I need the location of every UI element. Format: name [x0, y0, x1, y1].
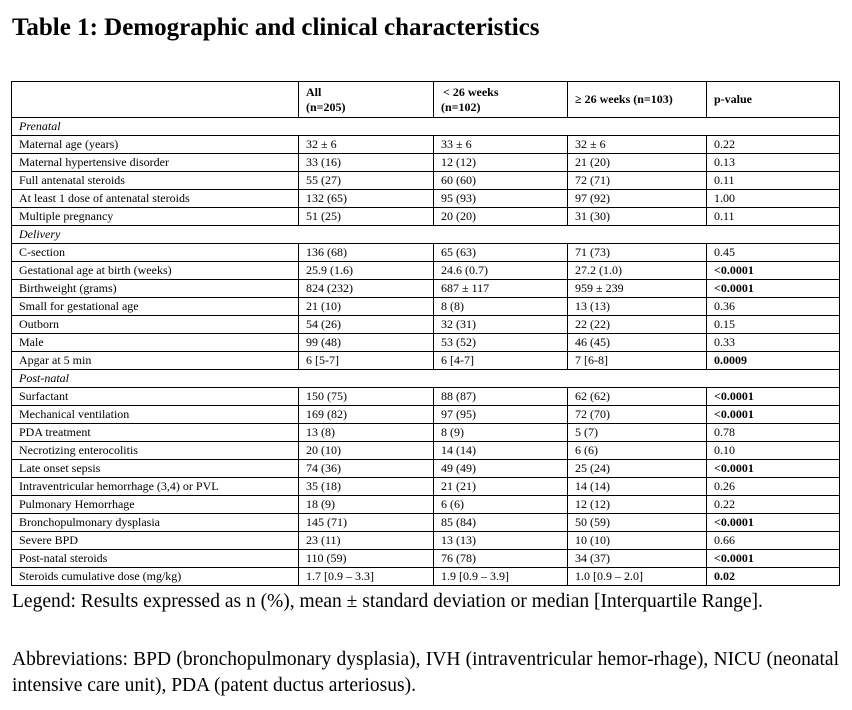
cell-all: 23 (11): [299, 532, 434, 550]
table-row: [12, 172, 840, 190]
table-row: [12, 550, 840, 568]
section-row: [12, 370, 840, 388]
cell-pvalue: 0.26: [707, 478, 840, 496]
cell-lt26: 95 (93): [434, 190, 568, 208]
header-pvalue: p-value: [707, 82, 840, 118]
cell-ge26: 12 (12): [568, 496, 707, 514]
header-all: [299, 82, 434, 118]
row-label: C-section: [12, 244, 299, 262]
row-label: Gestational age at birth (weeks): [12, 262, 299, 280]
cell-lt26: 20 (20): [434, 208, 568, 226]
table-row: [12, 388, 840, 406]
cell-pvalue: 0.33: [707, 334, 840, 352]
cell-pvalue: 0.11: [707, 208, 840, 226]
table-row: [12, 460, 840, 478]
row-label: Late onset sepsis: [12, 460, 299, 478]
cell-lt26: 53 (52): [434, 334, 568, 352]
cell-pvalue: <0.0001: [707, 406, 840, 424]
header-lt26: [434, 82, 568, 118]
cell-all: 136 (68): [299, 244, 434, 262]
row-label: Bronchopulmonary dysplasia: [12, 514, 299, 532]
header-all-line1: All: [306, 84, 322, 99]
cell-pvalue: <0.0001: [707, 460, 840, 478]
cell-lt26: 6 [4-7]: [434, 352, 568, 370]
section-label: Post-natal: [12, 370, 840, 388]
cell-lt26: 6 (6): [434, 496, 568, 514]
table-row: [12, 532, 840, 550]
cell-pvalue: <0.0001: [707, 280, 840, 298]
cell-pvalue: <0.0001: [707, 550, 840, 568]
table-abbreviations: Abbreviations: BPD (bronchopulmonary dysplasia), IVH (intraventricular hemor-rhage), NICU (neonatal intensive care unit), PDA (patent ductus arteriosus).: [12, 649, 839, 696]
cell-all: 150 (75): [299, 388, 434, 406]
row-label: Small for gestational age: [12, 298, 299, 316]
table-row: [12, 478, 840, 496]
table-row: [12, 280, 840, 298]
cell-ge26: 10 (10): [568, 532, 707, 550]
section-label: Prenatal: [12, 118, 840, 136]
table-row: [12, 568, 840, 586]
section-row: [12, 118, 840, 136]
table-row: [12, 496, 840, 514]
row-label: At least 1 dose of antenatal steroids: [12, 190, 299, 208]
cell-lt26: 85 (84): [434, 514, 568, 532]
cell-lt26: 21 (21): [434, 478, 568, 496]
table-row: [12, 190, 840, 208]
table-header-row: [12, 82, 840, 118]
table-row: [12, 154, 840, 172]
cell-ge26: 27.2 (1.0): [568, 262, 707, 280]
table-row: [12, 136, 840, 154]
cell-ge26: 97 (92): [568, 190, 707, 208]
cell-all: 25.9 (1.6): [299, 262, 434, 280]
cell-ge26: 50 (59): [568, 514, 707, 532]
cell-lt26: 14 (14): [434, 442, 568, 460]
table-legend: Legend: Results expressed as n (%), mean ± standard deviation or median [Interquartile Range].: [12, 591, 763, 612]
cell-pvalue: 0.0009: [707, 352, 840, 370]
cell-all: 21 (10): [299, 298, 434, 316]
row-label: Multiple pregnancy: [12, 208, 299, 226]
cell-pvalue: 0.10: [707, 442, 840, 460]
cell-lt26: 687 ± 117: [434, 280, 568, 298]
cell-ge26: 13 (13): [568, 298, 707, 316]
cell-ge26: 7 [6-8]: [568, 352, 707, 370]
cell-ge26: 5 (7): [568, 424, 707, 442]
cell-ge26: 62 (62): [568, 388, 707, 406]
cell-all: 1.7 [0.9 – 3.3]: [299, 568, 434, 586]
cell-all: 6 [5-7]: [299, 352, 434, 370]
row-label: Apgar at 5 min: [12, 352, 299, 370]
cell-pvalue: 0.15: [707, 316, 840, 334]
header-all-line2: (n=205): [306, 99, 346, 114]
row-label: Male: [12, 334, 299, 352]
cell-pvalue: 0.11: [707, 172, 840, 190]
table-row: [12, 208, 840, 226]
table-row: [12, 244, 840, 262]
cell-pvalue: 1.00: [707, 190, 840, 208]
row-label: Post-natal steroids: [12, 550, 299, 568]
row-label: Birthweight (grams): [12, 280, 299, 298]
cell-lt26: 24.6 (0.7): [434, 262, 568, 280]
row-label: Outborn: [12, 316, 299, 334]
cell-all: 55 (27): [299, 172, 434, 190]
row-label: Steroids cumulative dose (mg/kg): [12, 568, 299, 586]
cell-all: 32 ± 6: [299, 136, 434, 154]
row-label: Pulmonary Hemorrhage: [12, 496, 299, 514]
cell-ge26: 31 (30): [568, 208, 707, 226]
cell-ge26: 21 (20): [568, 154, 707, 172]
cell-pvalue: 0.36: [707, 298, 840, 316]
cell-lt26: 97 (95): [434, 406, 568, 424]
cell-lt26: 13 (13): [434, 532, 568, 550]
table-row: [12, 442, 840, 460]
cell-ge26: 46 (45): [568, 334, 707, 352]
header-label-cell: [12, 82, 299, 118]
cell-all: 145 (71): [299, 514, 434, 532]
table-row: [12, 406, 840, 424]
cell-ge26: 72 (71): [568, 172, 707, 190]
cell-pvalue: 0.22: [707, 496, 840, 514]
cell-ge26: 959 ± 239: [568, 280, 707, 298]
cell-all: 99 (48): [299, 334, 434, 352]
cell-all: 54 (26): [299, 316, 434, 334]
cell-all: 169 (82): [299, 406, 434, 424]
cell-pvalue: 0.45: [707, 244, 840, 262]
row-label: Necrotizing enterocolitis: [12, 442, 299, 460]
cell-all: 35 (18): [299, 478, 434, 496]
header-ge26: ≥ 26 weeks (n=103): [568, 82, 707, 118]
cell-pvalue: <0.0001: [707, 262, 840, 280]
cell-ge26: 32 ± 6: [568, 136, 707, 154]
cell-all: 33 (16): [299, 154, 434, 172]
row-label: Maternal age (years): [12, 136, 299, 154]
cell-all: 18 (9): [299, 496, 434, 514]
row-label: Mechanical ventilation: [12, 406, 299, 424]
cell-ge26: 25 (24): [568, 460, 707, 478]
cell-ge26: 14 (14): [568, 478, 707, 496]
cell-ge26: 34 (37): [568, 550, 707, 568]
cell-ge26: 22 (22): [568, 316, 707, 334]
cell-pvalue: <0.0001: [707, 514, 840, 532]
cell-lt26: 8 (8): [434, 298, 568, 316]
cell-lt26: 65 (63): [434, 244, 568, 262]
cell-all: 13 (8): [299, 424, 434, 442]
cell-all: 132 (65): [299, 190, 434, 208]
table-row: [12, 424, 840, 442]
cell-ge26: 6 (6): [568, 442, 707, 460]
table-row: [12, 298, 840, 316]
cell-all: 51 (25): [299, 208, 434, 226]
cell-all: 20 (10): [299, 442, 434, 460]
cell-ge26: 72 (70): [568, 406, 707, 424]
table-row: [12, 514, 840, 532]
cell-all: 824 (232): [299, 280, 434, 298]
table-row: [12, 316, 840, 334]
cell-ge26: 1.0 [0.9 – 2.0]: [568, 568, 707, 586]
cell-lt26: 49 (49): [434, 460, 568, 478]
cell-all: 110 (59): [299, 550, 434, 568]
table-row: [12, 334, 840, 352]
row-label: Maternal hypertensive disorder: [12, 154, 299, 172]
cell-ge26: 71 (73): [568, 244, 707, 262]
cell-all: 74 (36): [299, 460, 434, 478]
cell-lt26: 12 (12): [434, 154, 568, 172]
cell-lt26: 8 (9): [434, 424, 568, 442]
row-label: PDA treatment: [12, 424, 299, 442]
cell-lt26: 1.9 [0.9 – 3.9]: [434, 568, 568, 586]
row-label: Full antenatal steroids: [12, 172, 299, 190]
cell-lt26: 32 (31): [434, 316, 568, 334]
header-lt26-line2: (n=102): [441, 99, 481, 114]
section-row: [12, 226, 840, 244]
cell-lt26: 88 (87): [434, 388, 568, 406]
cell-lt26: 76 (78): [434, 550, 568, 568]
cell-pvalue: <0.0001: [707, 388, 840, 406]
cell-pvalue: 0.22: [707, 136, 840, 154]
header-lt26-line1: < 26 weeks: [443, 84, 499, 99]
cell-lt26: 33 ± 6: [434, 136, 568, 154]
cell-pvalue: 0.13: [707, 154, 840, 172]
table-title: Table 1: Demographic and clinical characteristics: [12, 14, 540, 41]
cell-pvalue: 0.02: [707, 568, 840, 586]
table-row: [12, 262, 840, 280]
characteristics-table: [11, 81, 840, 586]
row-label: Severe BPD: [12, 532, 299, 550]
section-label: Delivery: [12, 226, 840, 244]
table-row: [12, 352, 840, 370]
cell-pvalue: 0.66: [707, 532, 840, 550]
cell-pvalue: 0.78: [707, 424, 840, 442]
cell-lt26: 60 (60): [434, 172, 568, 190]
row-label: Intraventricular hemorrhage (3,4) or PVL: [12, 478, 299, 496]
row-label: Surfactant: [12, 388, 299, 406]
